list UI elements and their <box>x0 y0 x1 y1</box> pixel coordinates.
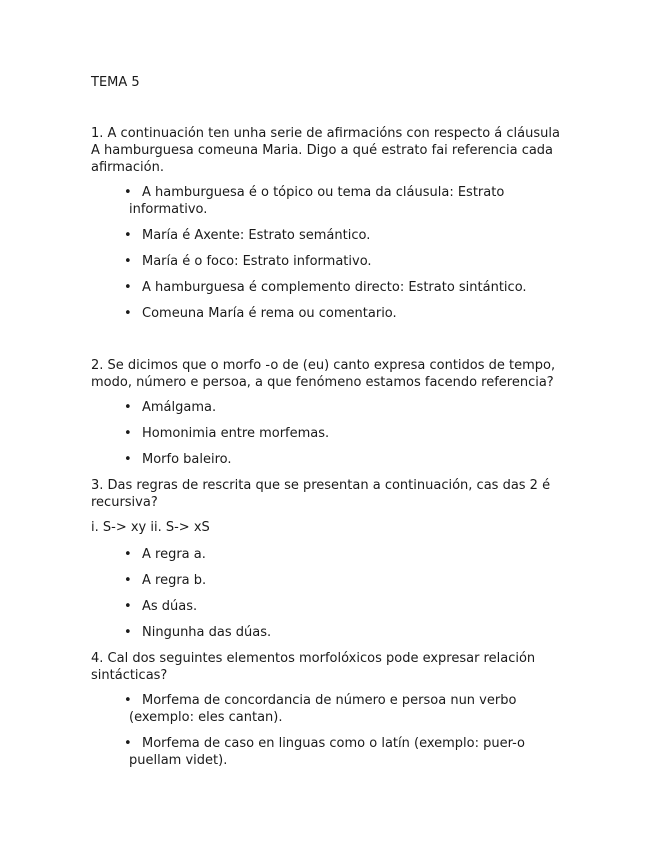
question-1-text: 1. A continuación ten unha serie de afirmacións con respecto á cláusula A hamburguesa comeuna Maria. Digo a qué estrato fai referencia cada afirmación. <box>91 126 560 175</box>
bullet-icon: • <box>124 228 132 243</box>
bullet-icon: • <box>124 426 132 441</box>
list-item: • Amálgama. <box>129 399 571 416</box>
bullet-icon: • <box>124 452 132 467</box>
list-item: • Morfema de concordancia de número e persoa nun verbo (exemplo: eles cantan). <box>129 692 571 726</box>
bullet-icon: • <box>124 185 132 200</box>
list-item: • Homonimia entre morfemas. <box>129 425 571 442</box>
question-4-options <box>91 692 571 769</box>
bullet-icon: • <box>124 547 132 562</box>
list-item: • María é o foco: Estrato informativo. <box>129 253 571 270</box>
bullet-icon: • <box>124 573 132 588</box>
question-2-options <box>91 399 571 468</box>
bullet-icon: • <box>124 254 132 269</box>
bullet-icon: • <box>124 599 132 614</box>
question-3-text: 3. Das regras de rescrita que se presentan a continuación, cas das 2 é recursiva? <box>91 478 551 510</box>
question-4-text: 4. Cal dos seguintes elementos morfolóxicos pode expresar relación sintácticas? <box>91 651 536 683</box>
bullet-icon: • <box>124 400 132 415</box>
list-item: • A hamburguesa é o tópico ou tema da cláusula: Estrato informativo. <box>129 184 571 218</box>
list-item: • A regra b. <box>129 572 571 589</box>
list-item: • A hamburguesa é complemento directo: Estrato sintántico. <box>129 279 571 296</box>
bullet-icon: • <box>124 625 132 640</box>
question-1-options <box>91 184 571 322</box>
question-3-options <box>91 546 571 641</box>
list-item: • As dúas. <box>129 598 571 615</box>
list-item: • Ningunha das dúas. <box>129 624 571 641</box>
list-item: • Morfo baleiro. <box>129 451 571 468</box>
question-3-rules: i. S-> xy ii. S-> xS <box>91 520 210 535</box>
bullet-icon: • <box>124 306 132 321</box>
list-item: • María é Axente: Estrato semántico. <box>129 227 571 244</box>
list-item: • Comeuna María é rema ou comentario. <box>129 305 571 322</box>
bullet-icon: • <box>124 693 132 708</box>
bullet-icon: • <box>124 280 132 295</box>
question-2-text: 2. Se dicimos que o morfo -o de (eu) canto expresa contidos de tempo, modo, número e persoa, a que fenómeno estamos facendo referencia? <box>91 358 556 390</box>
list-item: • A regra a. <box>129 546 571 563</box>
bullet-icon: • <box>124 736 132 751</box>
document-page <box>91 74 571 778</box>
document-title: TEMA 5 <box>91 75 140 90</box>
list-item: • Morfema de caso en linguas como o latín (exemplo: puer-o puellam videt). <box>129 735 571 769</box>
